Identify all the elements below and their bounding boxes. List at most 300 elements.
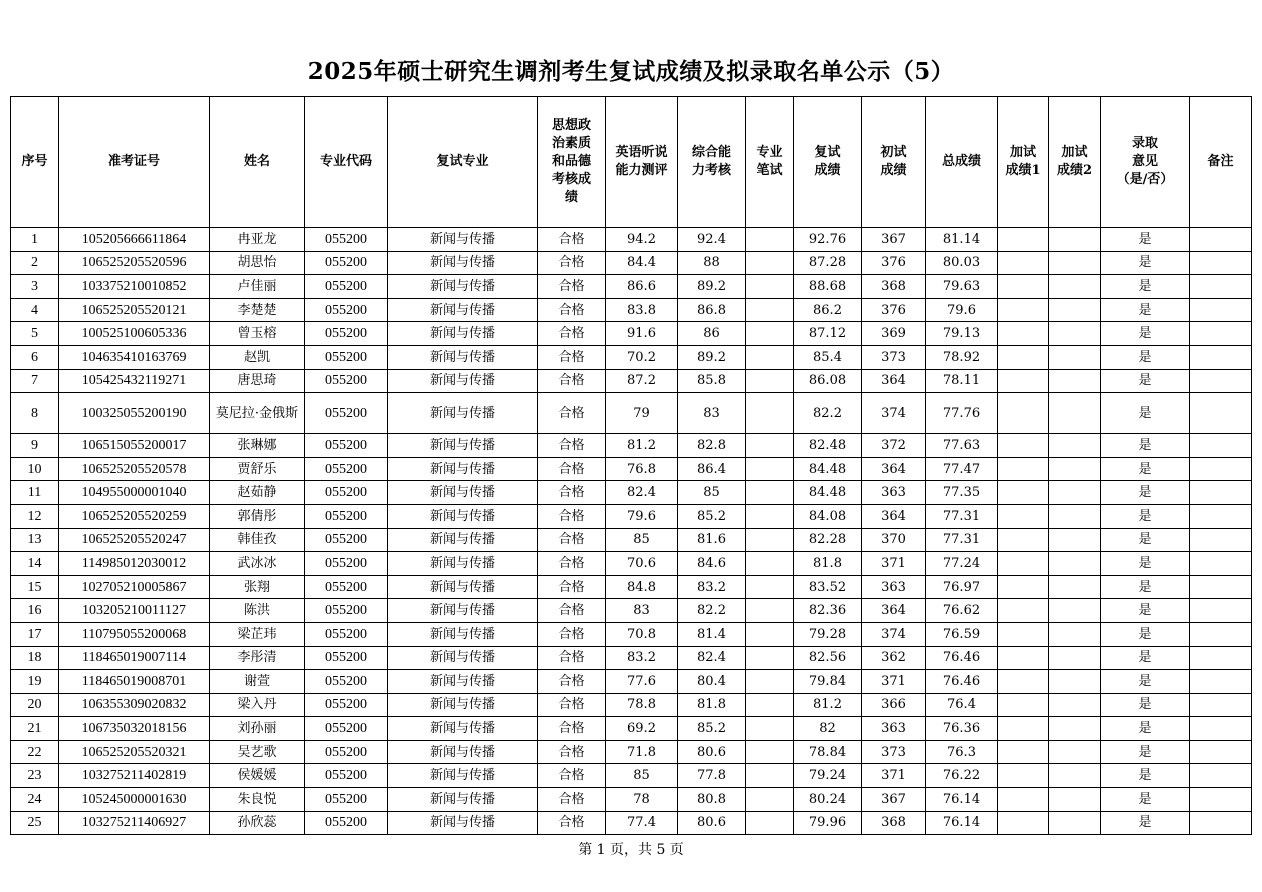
header-line: 英语听说 [615, 145, 668, 160]
cell-major-code: 055200 [305, 345, 388, 369]
header-line: 思想政 [551, 118, 591, 133]
cell-written [746, 298, 794, 322]
header-line: 能力测评 [615, 163, 668, 178]
cell-note [1190, 504, 1252, 528]
cell-major: 新闻与传播 [388, 670, 538, 694]
cell-comprehensive: 89.2 [678, 345, 746, 369]
cell-name: 冉亚龙 [210, 228, 305, 252]
cell-retest: 79.96 [794, 811, 862, 835]
cell-exam-id: 100325055200190 [59, 393, 210, 434]
cell-comprehensive: 86 [678, 322, 746, 346]
table-row [11, 693, 1252, 717]
table-row [11, 811, 1252, 835]
cell-political: 合格 [538, 528, 606, 552]
cell-note [1190, 434, 1252, 458]
cell-major: 新闻与传播 [388, 251, 538, 275]
cell-name: 莫尼拉·金俄斯 [210, 393, 305, 434]
cell-total: 78.11 [926, 369, 998, 393]
cell-initial: 371 [862, 552, 926, 576]
cell-admit: 是 [1101, 504, 1190, 528]
cell-political: 合格 [538, 393, 606, 434]
cell-extra1 [998, 670, 1049, 694]
cell-initial: 364 [862, 369, 926, 393]
cell-extra2 [1049, 369, 1101, 393]
cell-total: 76.4 [926, 693, 998, 717]
cell-admit: 是 [1101, 693, 1190, 717]
cell-extra2 [1049, 717, 1101, 741]
cell-retest: 83.52 [794, 575, 862, 599]
cell-extra1 [998, 393, 1049, 434]
cell-admit: 是 [1101, 481, 1190, 505]
cell-total: 77.31 [926, 504, 998, 528]
cell-no: 8 [11, 393, 59, 434]
cell-retest: 82.56 [794, 646, 862, 670]
cell-major-code: 055200 [305, 811, 388, 835]
cell-total: 76.36 [926, 717, 998, 741]
cell-written [746, 322, 794, 346]
cell-total: 77.35 [926, 481, 998, 505]
cell-extra2 [1049, 393, 1101, 434]
cell-initial: 373 [862, 345, 926, 369]
table-row [11, 434, 1252, 458]
cell-political: 合格 [538, 481, 606, 505]
cell-retest: 84.08 [794, 504, 862, 528]
cell-no: 22 [11, 740, 59, 764]
cell-total: 76.46 [926, 646, 998, 670]
header-admit [1101, 97, 1190, 228]
cell-comprehensive: 80.6 [678, 811, 746, 835]
cell-exam-id: 100525100605336 [59, 322, 210, 346]
header-line: 姓名 [243, 154, 270, 169]
cell-total: 77.47 [926, 457, 998, 481]
header-name [210, 97, 305, 228]
cell-comprehensive: 81.8 [678, 693, 746, 717]
header-line: 成绩2 [1056, 163, 1093, 178]
cell-exam-id: 103275211406927 [59, 811, 210, 835]
cell-english: 70.2 [606, 345, 678, 369]
cell-retest: 78.84 [794, 740, 862, 764]
cell-major-code: 055200 [305, 251, 388, 275]
cell-english: 83 [606, 599, 678, 623]
header-retest [794, 97, 862, 228]
cell-written [746, 369, 794, 393]
cell-no: 10 [11, 457, 59, 481]
cell-english: 94.2 [606, 228, 678, 252]
cell-major-code: 055200 [305, 646, 388, 670]
cell-comprehensive: 80.8 [678, 788, 746, 812]
cell-major: 新闻与传播 [388, 740, 538, 764]
table-row [11, 740, 1252, 764]
header-initial [862, 97, 926, 228]
cell-no: 2 [11, 251, 59, 275]
cell-no: 14 [11, 552, 59, 576]
cell-total: 76.3 [926, 740, 998, 764]
cell-major-code: 055200 [305, 599, 388, 623]
cell-admit: 是 [1101, 670, 1190, 694]
cell-admit: 是 [1101, 740, 1190, 764]
cell-major-code: 055200 [305, 457, 388, 481]
cell-major-code: 055200 [305, 788, 388, 812]
cell-extra2 [1049, 275, 1101, 299]
cell-extra1 [998, 251, 1049, 275]
cell-written [746, 575, 794, 599]
cell-written [746, 788, 794, 812]
cell-initial: 367 [862, 788, 926, 812]
cell-written [746, 811, 794, 835]
cell-extra1 [998, 457, 1049, 481]
cell-comprehensive: 85.2 [678, 717, 746, 741]
cell-retest: 85.4 [794, 345, 862, 369]
cell-note [1190, 646, 1252, 670]
table-row [11, 298, 1252, 322]
cell-exam-id: 103205210011127 [59, 599, 210, 623]
cell-total: 79.13 [926, 322, 998, 346]
cell-total: 76.62 [926, 599, 998, 623]
header-line: 力考核 [691, 163, 731, 178]
cell-english: 86.6 [606, 275, 678, 299]
cell-name: 刘孙丽 [210, 717, 305, 741]
cell-political: 合格 [538, 275, 606, 299]
cell-major: 新闻与传播 [388, 528, 538, 552]
cell-exam-id: 114985012030012 [59, 552, 210, 576]
cell-exam-id: 104635410163769 [59, 345, 210, 369]
cell-initial: 374 [862, 622, 926, 646]
cell-total: 76.97 [926, 575, 998, 599]
cell-name: 张翔 [210, 575, 305, 599]
cell-retest: 79.84 [794, 670, 862, 694]
header-line: 成绩 [814, 163, 841, 178]
cell-political: 合格 [538, 764, 606, 788]
cell-admit: 是 [1101, 457, 1190, 481]
cell-written [746, 528, 794, 552]
cell-major: 新闻与传播 [388, 552, 538, 576]
header-line: 加试 [1009, 145, 1036, 160]
cell-comprehensive: 85.2 [678, 504, 746, 528]
page-footer: 第 1 页，共 5 页 [578, 842, 684, 858]
cell-admit: 是 [1101, 528, 1190, 552]
cell-extra2 [1049, 670, 1101, 694]
cell-major-code: 055200 [305, 322, 388, 346]
cell-english: 77.6 [606, 670, 678, 694]
cell-major-code: 055200 [305, 275, 388, 299]
cell-major-code: 055200 [305, 575, 388, 599]
cell-exam-id: 106525205520259 [59, 504, 210, 528]
cell-written [746, 717, 794, 741]
cell-english: 84.8 [606, 575, 678, 599]
cell-exam-id: 106525205520596 [59, 251, 210, 275]
cell-retest: 80.24 [794, 788, 862, 812]
cell-major-code: 055200 [305, 481, 388, 505]
header-line: 录取 [1131, 136, 1158, 151]
cell-extra2 [1049, 345, 1101, 369]
cell-extra1 [998, 298, 1049, 322]
cell-major-code: 055200 [305, 717, 388, 741]
cell-major-code: 055200 [305, 693, 388, 717]
header-line: 绩 [564, 190, 578, 205]
cell-total: 80.03 [926, 251, 998, 275]
cell-english: 78 [606, 788, 678, 812]
cell-major-code: 055200 [305, 434, 388, 458]
table-row [11, 646, 1252, 670]
cell-extra1 [998, 646, 1049, 670]
cell-admit: 是 [1101, 228, 1190, 252]
table-row [11, 788, 1252, 812]
cell-no: 24 [11, 788, 59, 812]
cell-written [746, 670, 794, 694]
cell-major: 新闻与传播 [388, 811, 538, 835]
header-english [606, 97, 678, 228]
cell-exam-id: 106525205520247 [59, 528, 210, 552]
cell-extra1 [998, 622, 1049, 646]
cell-extra1 [998, 599, 1049, 623]
cell-exam-id: 103375210010852 [59, 275, 210, 299]
header-line: 综合能 [691, 145, 731, 160]
cell-extra1 [998, 693, 1049, 717]
cell-total: 77.24 [926, 552, 998, 576]
table-row [11, 481, 1252, 505]
header-major-code [305, 97, 388, 228]
cell-retest: 87.28 [794, 251, 862, 275]
header-line: 总成绩 [941, 154, 981, 169]
cell-note [1190, 369, 1252, 393]
header-exam-id [59, 97, 210, 228]
header-line: 考核成 [551, 172, 591, 187]
cell-name: 李楚楚 [210, 298, 305, 322]
cell-no: 21 [11, 717, 59, 741]
cell-no: 5 [11, 322, 59, 346]
cell-written [746, 504, 794, 528]
cell-english: 87.2 [606, 369, 678, 393]
cell-major: 新闻与传播 [388, 369, 538, 393]
cell-admit: 是 [1101, 646, 1190, 670]
cell-initial: 369 [862, 322, 926, 346]
cell-exam-id: 105205666611864 [59, 228, 210, 252]
cell-note [1190, 552, 1252, 576]
cell-written [746, 646, 794, 670]
cell-admit: 是 [1101, 788, 1190, 812]
cell-extra2 [1049, 504, 1101, 528]
cell-extra2 [1049, 481, 1101, 505]
cell-initial: 368 [862, 275, 926, 299]
cell-extra2 [1049, 228, 1101, 252]
cell-name: 卢佳丽 [210, 275, 305, 299]
cell-note [1190, 575, 1252, 599]
cell-major-code: 055200 [305, 528, 388, 552]
cell-political: 合格 [538, 322, 606, 346]
cell-written [746, 693, 794, 717]
cell-major: 新闻与传播 [388, 345, 538, 369]
cell-written [746, 481, 794, 505]
cell-retest: 86.08 [794, 369, 862, 393]
cell-written [746, 599, 794, 623]
cell-initial: 371 [862, 764, 926, 788]
table-row [11, 599, 1252, 623]
cell-extra2 [1049, 788, 1101, 812]
header-line: 意见 [1131, 154, 1158, 169]
cell-retest: 87.12 [794, 322, 862, 346]
cell-initial: 368 [862, 811, 926, 835]
cell-extra1 [998, 369, 1049, 393]
table-row [11, 504, 1252, 528]
cell-name: 李彤清 [210, 646, 305, 670]
cell-written [746, 552, 794, 576]
cell-comprehensive: 86.8 [678, 298, 746, 322]
cell-total: 77.31 [926, 528, 998, 552]
cell-no: 12 [11, 504, 59, 528]
cell-note [1190, 298, 1252, 322]
cell-initial: 376 [862, 251, 926, 275]
cell-comprehensive: 82.8 [678, 434, 746, 458]
cell-exam-id: 102705210005867 [59, 575, 210, 599]
cell-extra2 [1049, 552, 1101, 576]
header-no [11, 97, 59, 228]
cell-political: 合格 [538, 740, 606, 764]
cell-english: 79 [606, 393, 678, 434]
cell-name: 曾玉榕 [210, 322, 305, 346]
cell-name: 朱良悦 [210, 788, 305, 812]
cell-total: 76.14 [926, 788, 998, 812]
cell-english: 76.8 [606, 457, 678, 481]
cell-major: 新闻与传播 [388, 393, 538, 434]
cell-comprehensive: 80.4 [678, 670, 746, 694]
cell-exam-id: 106515055200017 [59, 434, 210, 458]
cell-note [1190, 670, 1252, 694]
cell-extra2 [1049, 646, 1101, 670]
cell-exam-id: 106525205520121 [59, 298, 210, 322]
header-total [926, 97, 998, 228]
cell-political: 合格 [538, 717, 606, 741]
cell-extra2 [1049, 322, 1101, 346]
cell-extra1 [998, 811, 1049, 835]
cell-major: 新闻与传播 [388, 599, 538, 623]
cell-admit: 是 [1101, 322, 1190, 346]
cell-note [1190, 788, 1252, 812]
header-political [538, 97, 606, 228]
header-line: 成绩 [880, 163, 907, 178]
cell-english: 83.2 [606, 646, 678, 670]
cell-name: 张琳娜 [210, 434, 305, 458]
cell-english: 77.4 [606, 811, 678, 835]
cell-comprehensive: 92.4 [678, 228, 746, 252]
cell-major: 新闻与传播 [388, 788, 538, 812]
cell-retest: 88.68 [794, 275, 862, 299]
cell-exam-id: 118465019008701 [59, 670, 210, 694]
cell-admit: 是 [1101, 811, 1190, 835]
cell-name: 贾舒乐 [210, 457, 305, 481]
cell-extra1 [998, 275, 1049, 299]
cell-retest: 84.48 [794, 457, 862, 481]
cell-retest: 86.2 [794, 298, 862, 322]
cell-admit: 是 [1101, 393, 1190, 434]
cell-name: 陈洪 [210, 599, 305, 623]
cell-comprehensive: 81.6 [678, 528, 746, 552]
cell-extra2 [1049, 693, 1101, 717]
table-row [11, 575, 1252, 599]
cell-total: 76.22 [926, 764, 998, 788]
cell-admit: 是 [1101, 434, 1190, 458]
cell-note [1190, 228, 1252, 252]
cell-no: 23 [11, 764, 59, 788]
cell-written [746, 434, 794, 458]
header-line: 准考证号 [107, 154, 160, 169]
cell-admit: 是 [1101, 717, 1190, 741]
cell-political: 合格 [538, 622, 606, 646]
cell-retest: 84.48 [794, 481, 862, 505]
cell-major: 新闻与传播 [388, 646, 538, 670]
cell-major: 新闻与传播 [388, 504, 538, 528]
cell-english: 71.8 [606, 740, 678, 764]
cell-extra1 [998, 481, 1049, 505]
cell-no: 20 [11, 693, 59, 717]
table-row [11, 369, 1252, 393]
cell-note [1190, 622, 1252, 646]
header-line: 备注 [1207, 154, 1234, 169]
cell-english: 85 [606, 528, 678, 552]
cell-no: 19 [11, 670, 59, 694]
table-body [11, 228, 1252, 835]
cell-extra2 [1049, 599, 1101, 623]
cell-exam-id: 106735032018156 [59, 717, 210, 741]
header-note [1190, 97, 1252, 228]
header-line: 加试 [1061, 145, 1088, 160]
cell-major: 新闻与传播 [388, 275, 538, 299]
cell-no: 18 [11, 646, 59, 670]
table-row [11, 764, 1252, 788]
cell-exam-id: 110795055200068 [59, 622, 210, 646]
cell-written [746, 345, 794, 369]
cell-comprehensive: 88 [678, 251, 746, 275]
header-line: 专业代码 [319, 154, 372, 169]
cell-name: 梁芷玮 [210, 622, 305, 646]
cell-major: 新闻与传播 [388, 622, 538, 646]
cell-note [1190, 251, 1252, 275]
cell-total: 76.59 [926, 622, 998, 646]
cell-note [1190, 345, 1252, 369]
cell-political: 合格 [538, 251, 606, 275]
cell-total: 76.14 [926, 811, 998, 835]
cell-retest: 82 [794, 717, 862, 741]
cell-name: 韩佳孜 [210, 528, 305, 552]
header-line: 专业 [756, 145, 783, 160]
cell-extra1 [998, 575, 1049, 599]
cell-extra1 [998, 228, 1049, 252]
cell-major-code: 055200 [305, 298, 388, 322]
cell-initial: 363 [862, 481, 926, 505]
cell-english: 78.8 [606, 693, 678, 717]
table-row [11, 622, 1252, 646]
cell-political: 合格 [538, 788, 606, 812]
cell-note [1190, 811, 1252, 835]
cell-comprehensive: 85 [678, 481, 746, 505]
cell-initial: 362 [862, 646, 926, 670]
cell-english: 79.6 [606, 504, 678, 528]
table-header [11, 97, 1252, 228]
cell-no: 7 [11, 369, 59, 393]
cell-name: 赵凯 [210, 345, 305, 369]
cell-extra1 [998, 528, 1049, 552]
cell-note [1190, 481, 1252, 505]
cell-retest: 79.24 [794, 764, 862, 788]
cell-initial: 373 [862, 740, 926, 764]
cell-extra1 [998, 717, 1049, 741]
cell-political: 合格 [538, 345, 606, 369]
cell-political: 合格 [538, 228, 606, 252]
cell-total: 77.76 [926, 393, 998, 434]
cell-name: 胡思怡 [210, 251, 305, 275]
cell-comprehensive: 82.2 [678, 599, 746, 623]
header-line: 和品德 [551, 154, 591, 169]
admission-table [10, 96, 1252, 835]
